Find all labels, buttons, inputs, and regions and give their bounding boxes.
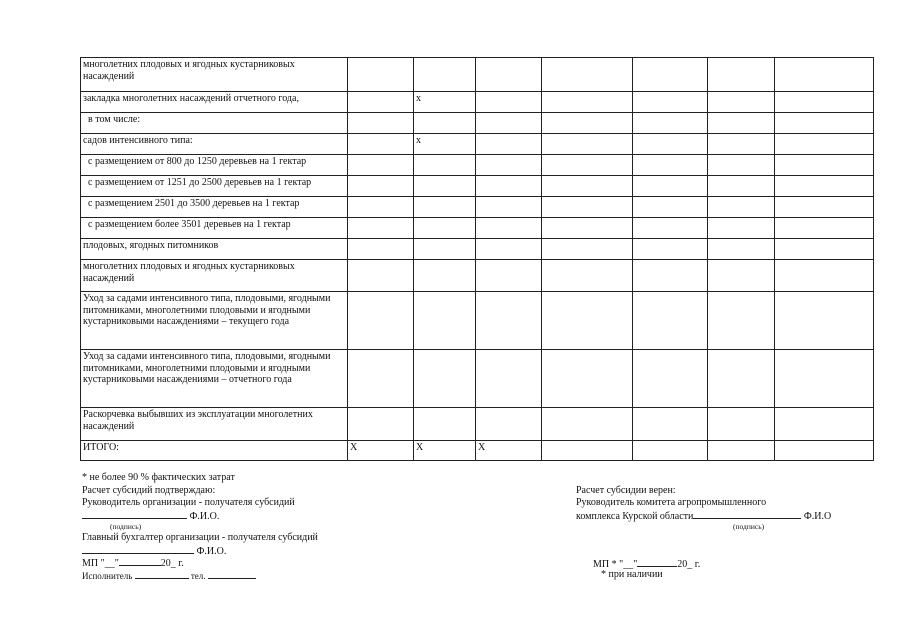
year-label: 20_ г. <box>160 558 184 569</box>
table-cell <box>348 218 414 239</box>
table-cell <box>708 134 775 155</box>
table-cell <box>633 134 708 155</box>
executor-label: Исполнитель <box>82 571 133 581</box>
row-label: Уход за садами интенсивного типа, плодовыми, ягодными питомниками, многолетними плодовыми и ягодными кустарниковыми насаждениями – отчетного года <box>81 350 348 408</box>
table-row <box>81 176 874 197</box>
table-cell <box>542 292 633 350</box>
table-cell <box>708 197 775 218</box>
table-cell <box>476 113 542 134</box>
table-cell <box>775 197 874 218</box>
fio-label: Ф.И.О. <box>196 546 227 557</box>
row-label: в том числе: <box>81 113 348 134</box>
table-cell: Х <box>476 441 542 461</box>
table-cell <box>542 113 633 134</box>
table-row <box>81 350 874 408</box>
table-row <box>81 441 874 461</box>
table-row <box>81 92 874 113</box>
table-cell <box>476 408 542 441</box>
table-cell: х <box>414 134 476 155</box>
table-cell <box>633 408 708 441</box>
row-label: садов интенсивного типа: <box>81 134 348 155</box>
table-cell: Х <box>348 441 414 461</box>
table-cell <box>633 155 708 176</box>
accountant-label: Главный бухгалтер организации - получателя субсидий <box>82 532 318 543</box>
table-cell <box>476 176 542 197</box>
table-cell <box>476 134 542 155</box>
head-recipient-label: Руководитель организации - получателя субсидий <box>82 497 295 508</box>
table-cell <box>633 58 708 92</box>
table-cell <box>348 92 414 113</box>
table-cell <box>348 292 414 350</box>
mp-date-left <box>82 556 184 570</box>
table-cell <box>348 113 414 134</box>
table-cell <box>542 239 633 260</box>
table-cell <box>633 218 708 239</box>
signature-caption: (подпись) <box>110 522 142 531</box>
table-cell <box>775 155 874 176</box>
fio-label: Ф.И.О. <box>189 511 220 522</box>
table-cell <box>414 58 476 92</box>
row-label: закладка многолетних насаждений отчетного года, <box>81 92 348 113</box>
table-cell <box>775 218 874 239</box>
date-line <box>119 556 161 566</box>
table-cell <box>708 239 775 260</box>
table-cell <box>708 155 775 176</box>
table-cell <box>775 292 874 350</box>
table-cell <box>775 58 874 92</box>
row-label: Раскорчевка выбывших из эксплуатации многолетних насаждений <box>81 408 348 441</box>
table-cell <box>633 292 708 350</box>
signature-line <box>82 544 194 554</box>
date-line <box>637 557 677 567</box>
table-cell <box>476 58 542 92</box>
table-row <box>81 197 874 218</box>
mp-label: МП "__" <box>82 558 119 569</box>
table-cell <box>542 176 633 197</box>
table-cell <box>775 239 874 260</box>
table-cell <box>542 218 633 239</box>
table-cell <box>542 134 633 155</box>
table-cell <box>348 408 414 441</box>
table-cell <box>414 408 476 441</box>
table-cell <box>708 92 775 113</box>
table-cell <box>414 218 476 239</box>
table-row <box>81 218 874 239</box>
table-cell <box>476 292 542 350</box>
table-cell <box>542 260 633 292</box>
executor-line <box>82 569 256 582</box>
year-label: 20_ г. <box>677 559 701 570</box>
tel-label: тел. <box>190 571 206 581</box>
row-label: плодовых, ягодных питомников <box>81 239 348 260</box>
if-any-note: * при наличии <box>601 569 663 580</box>
table-cell <box>348 350 414 408</box>
table-cell <box>775 92 874 113</box>
table-cell <box>708 441 775 461</box>
table-cell <box>414 260 476 292</box>
table-cell <box>708 113 775 134</box>
table-cell <box>633 176 708 197</box>
table-cell <box>775 260 874 292</box>
confirm-label: Расчет субсидий подтверждаю: <box>82 485 216 496</box>
table-cell <box>414 197 476 218</box>
table-cell: х <box>414 92 476 113</box>
row-label: с размещением 2501 до 3500 деревьев на 1 гектар <box>81 197 348 218</box>
table-cell <box>476 350 542 408</box>
table-cell <box>775 408 874 441</box>
table-cell <box>348 197 414 218</box>
table-cell <box>542 350 633 408</box>
table-cell <box>414 292 476 350</box>
table-row <box>81 239 874 260</box>
table-cell <box>414 155 476 176</box>
table-cell <box>708 260 775 292</box>
tel-blank <box>208 569 256 579</box>
table-row <box>81 58 874 92</box>
table-cell <box>708 176 775 197</box>
committee-signature-line <box>576 509 831 523</box>
table-cell <box>633 239 708 260</box>
table-cell <box>542 197 633 218</box>
row-label: с размещением более 3501 деревьев на 1 гектар <box>81 218 348 239</box>
table-cell <box>542 155 633 176</box>
table-cell <box>775 176 874 197</box>
table-cell <box>348 58 414 92</box>
table-cell <box>633 260 708 292</box>
table-cell <box>708 218 775 239</box>
row-label: многолетних плодовых и ягодных кустарниковых насаждений <box>81 58 348 92</box>
fio-label: Ф.И.О <box>803 511 832 522</box>
head-committee-label: Руководитель комитета агропромышленного <box>576 497 767 508</box>
table-cell <box>775 441 874 461</box>
table-cell <box>708 408 775 441</box>
table-cell <box>476 218 542 239</box>
table-cell <box>708 350 775 408</box>
table-row <box>81 113 874 134</box>
table-cell <box>708 58 775 92</box>
table-cell <box>542 441 633 461</box>
table-cell <box>476 260 542 292</box>
mp-label: МП * "__" <box>593 559 638 570</box>
table-cell <box>633 350 708 408</box>
table-row <box>81 134 874 155</box>
table-cell <box>476 239 542 260</box>
table-row <box>81 260 874 292</box>
table-cell <box>775 113 874 134</box>
row-label: многолетних плодовых и ягодных кустарниковых насаждений <box>81 260 348 292</box>
signature-caption: (подпись) <box>733 522 765 531</box>
table-cell <box>542 408 633 441</box>
row-label: с размещением от 1251 до 2500 деревьев на 1 гектар <box>81 176 348 197</box>
table-cell <box>348 134 414 155</box>
table-cell <box>708 292 775 350</box>
table-cell <box>476 92 542 113</box>
table-row <box>81 155 874 176</box>
committee-label: комплекса Курской области <box>576 511 694 522</box>
verified-label: Расчет субсидии верен: <box>576 485 676 496</box>
table-cell <box>414 176 476 197</box>
row-label: ИТОГО: <box>81 441 348 461</box>
subsidy-table <box>80 57 874 461</box>
table-cell <box>633 197 708 218</box>
table-cell <box>476 155 542 176</box>
footnote-costs: * не более 90 % фактических затрат <box>82 472 235 483</box>
table-cell <box>633 92 708 113</box>
table-cell <box>476 197 542 218</box>
table-cell <box>348 176 414 197</box>
table-cell <box>542 92 633 113</box>
table-cell <box>775 134 874 155</box>
table-cell <box>633 113 708 134</box>
executor-blank <box>135 569 189 579</box>
row-label: с размещением от 800 до 1250 деревьев на 1 гектар <box>81 155 348 176</box>
table-cell <box>348 155 414 176</box>
table-cell: Х <box>414 441 476 461</box>
table-cell <box>633 441 708 461</box>
table-row <box>81 292 874 350</box>
table-cell <box>414 350 476 408</box>
table-cell <box>775 350 874 408</box>
signature-line <box>693 509 801 519</box>
row-label: Уход за садами интенсивного типа, плодовыми, ягодными питомниками, многолетними плодовыми и ягодными кустарниковыми насаждениями – текущего года <box>81 292 348 350</box>
table-cell <box>414 113 476 134</box>
table-cell <box>542 58 633 92</box>
table-cell <box>348 260 414 292</box>
signature-line <box>82 509 187 519</box>
table-cell <box>414 239 476 260</box>
head-signature-line <box>82 509 219 523</box>
table-cell <box>348 239 414 260</box>
table-row <box>81 408 874 441</box>
